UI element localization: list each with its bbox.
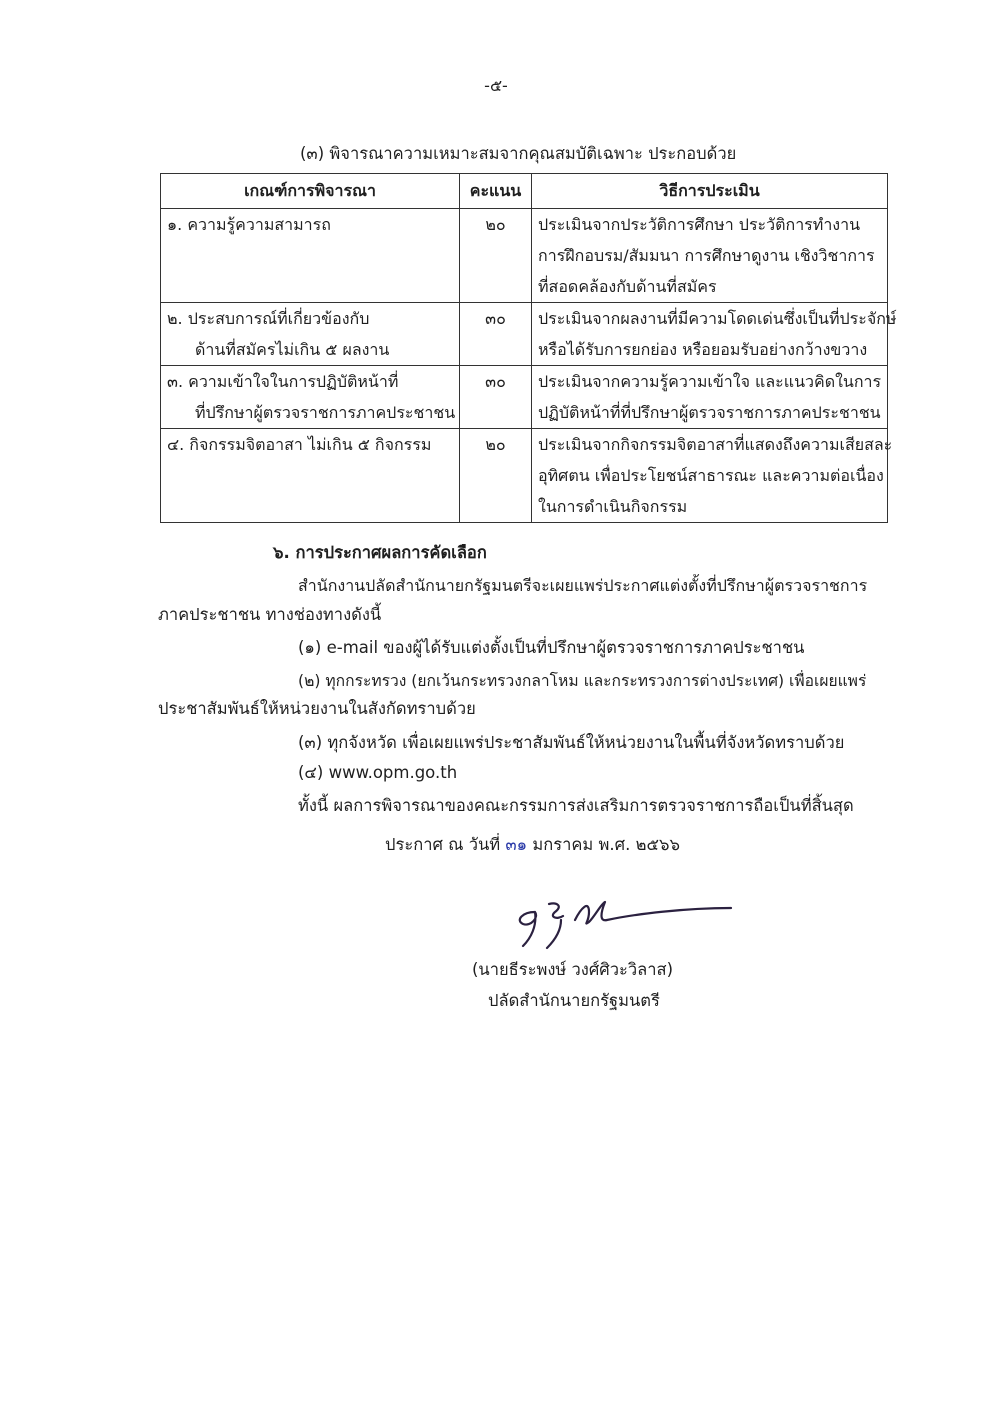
list-item: (๔) www.opm.go.th bbox=[298, 763, 458, 782]
list-item: (๓) ทุกจังหวัด เพื่อเผยแพร่ประชาสัมพันธ์ให้หน่วยงานในพื้นที่จังหวัดทราบด้วย bbox=[298, 733, 845, 752]
criterion-line: ๑. ความรู้ความสามารถ bbox=[167, 215, 331, 234]
table-header-row bbox=[161, 174, 888, 209]
announcement-prefix: ประกาศ ณ วันที่ bbox=[385, 835, 506, 854]
paragraph-line: ภาคประชาชน ทางช่องทางดังนี้ bbox=[158, 605, 382, 624]
page-number: -๕- bbox=[484, 76, 508, 95]
criterion-line: ๓. ความเข้าใจในการปฏิบัติหน้าที่ bbox=[167, 372, 399, 391]
criterion-cell bbox=[161, 429, 460, 523]
signature-image bbox=[505, 890, 745, 952]
signatory-name: (นายธีระพงษ์ วงศ์ศิวะวิลาส) bbox=[472, 960, 674, 979]
method-line: ประเมินจากผลงานที่มีความโดดเด่นซึ่งเป็นที่ประจักษ์ bbox=[538, 309, 897, 328]
method-line: ประเมินจากความรู้ความเข้าใจ และแนวคิดในการ bbox=[538, 372, 882, 391]
method-cell bbox=[532, 366, 888, 429]
header-method: วิธีการประเมิน bbox=[532, 174, 888, 209]
method-line: หรือได้รับการยกย่อง หรือยอมรับอย่างกว้างขวาง bbox=[538, 340, 868, 359]
method-line: ปฏิบัติหน้าที่ที่ปรึกษาผู้ตรวจราชการภาคประชาชน bbox=[538, 403, 881, 422]
criteria-heading: (๓) พิจารณาความเหมาะสมจากคุณสมบัติเฉพาะ ประกอบด้วย bbox=[300, 144, 737, 163]
paragraph-line: ประชาสัมพันธ์ให้หน่วยงานในสังกัดทราบด้วย bbox=[158, 699, 476, 718]
header-score: คะแนน bbox=[460, 174, 532, 209]
paragraph-line: ทั้งนี้ ผลการพิจารณาของคณะกรรมการส่งเสริมการตรวจราชการถือเป็นที่สิ้นสุด bbox=[298, 796, 854, 815]
criterion-cell bbox=[161, 366, 460, 429]
signatory-position: ปลัดสำนักนายกรัฐมนตรี bbox=[488, 991, 660, 1010]
list-item: (๑) e-mail ของผู้ได้รับแต่งตั้งเป็นที่ปรึกษาผู้ตรวจราชการภาคประชาชน bbox=[298, 638, 805, 657]
criterion-line: ๔. กิจกรรมจิตอาสา ไม่เกิน ๕ กิจกรรม bbox=[167, 435, 432, 454]
score-cell: ๒๐ bbox=[460, 209, 532, 303]
score-cell: ๓๐ bbox=[460, 303, 532, 366]
score-cell: ๓๐ bbox=[460, 366, 532, 429]
method-line: ที่สอดคล้องกับด้านที่สมัคร bbox=[538, 277, 717, 296]
announcement-date bbox=[385, 832, 680, 858]
criterion-cell bbox=[161, 303, 460, 366]
method-line: การฝึกอบรม/สัมมนา การศึกษาดูงาน เชิงวิชาการ bbox=[538, 246, 875, 265]
method-line: ในการดำเนินกิจกรรม bbox=[538, 497, 688, 516]
table-row bbox=[161, 209, 888, 303]
method-line: อุทิศตน เพื่อประโยชน์สาธารณะ และความต่อเนื่อง bbox=[538, 466, 884, 485]
criterion-line: ด้านที่สมัครไม่เกิน ๕ ผลงาน bbox=[195, 340, 390, 359]
criterion-line: ที่ปรึกษาผู้ตรวจราชการภาคประชาชน bbox=[195, 403, 456, 422]
method-line: ประเมินจากกิจกรรมจิตอาสาที่แสดงถึงความเสียสละ bbox=[538, 435, 893, 454]
paragraph-line: สำนักงานปลัดสำนักนายกรัฐมนตรีจะเผยแพร่ประกาศแต่งตั้งที่ปรึกษาผู้ตรวจราชการ bbox=[298, 576, 868, 595]
criteria-table bbox=[160, 173, 897, 523]
method-cell bbox=[532, 209, 888, 303]
list-item: (๒) ทุกกระทรวง (ยกเว้นกระทรวงกลาโหม และกระทรวงการต่างประเทศ) เพื่อเผยแพร่ bbox=[298, 672, 867, 690]
table-row bbox=[161, 303, 888, 366]
announcement-suffix: มกราคม พ.ศ. ๒๕๖๖ bbox=[527, 835, 680, 854]
table-row bbox=[161, 429, 888, 523]
criterion-cell bbox=[161, 209, 460, 303]
section-title: ๖. การประกาศผลการคัดเลือก bbox=[273, 543, 487, 562]
header-criterion: เกณฑ์การพิจารณา bbox=[161, 174, 460, 209]
method-cell bbox=[532, 429, 893, 523]
criterion-line: ๒. ประสบการณ์ที่เกี่ยวข้องกับ bbox=[167, 309, 370, 328]
method-cell bbox=[532, 303, 897, 366]
method-line: ประเมินจากประวัติการศึกษา ประวัติการทำงาน bbox=[538, 215, 861, 234]
table-row bbox=[161, 366, 888, 429]
score-cell: ๒๐ bbox=[460, 429, 532, 523]
announcement-day: ๓๑ bbox=[505, 835, 528, 854]
